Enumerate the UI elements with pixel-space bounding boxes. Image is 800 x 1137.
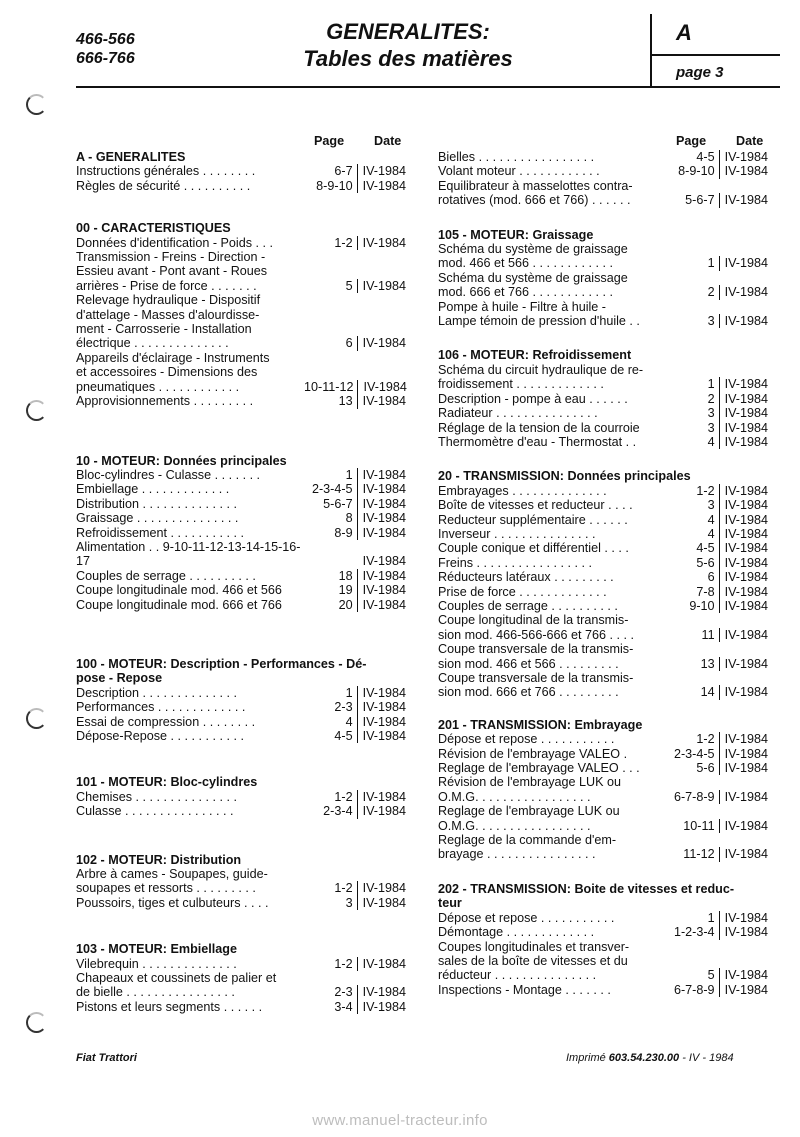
toc-entry — [76, 971, 406, 1000]
toc-entry-page: 1-2 — [666, 484, 720, 498]
toc-entry-label: Couples de serrage . . . . . . . . . . — [76, 568, 256, 583]
toc-entry-label: Boîte de vitesses et reducteur . . . . — [438, 498, 633, 513]
footer-print-info — [566, 1052, 734, 1064]
toc-entry — [438, 570, 768, 584]
toc-entry-page: 1 — [304, 468, 358, 482]
toc-entry-page: 8-9-10 — [304, 179, 358, 193]
toc-entry-label: Inverseur . . . . . . . . . . . . . . . — [438, 526, 596, 541]
toc-entry-page: 3 — [666, 406, 720, 420]
toc-entry-date: IV-1984 — [724, 732, 768, 747]
website-watermark: www.manuel-tracteur.info — [312, 1112, 488, 1129]
toc-entry — [76, 804, 406, 818]
column-header-date: Date — [374, 134, 402, 148]
title-line-2: Tables des matières — [303, 46, 513, 71]
toc-section-title: 106 - MOTEUR: Refroidissement — [438, 348, 632, 363]
toc-entry — [438, 642, 768, 671]
toc-entry-page: 6-7 — [304, 164, 358, 178]
title-line-1: GENERALITES: — [326, 19, 490, 44]
toc-entry-date: IV-1984 — [362, 568, 406, 583]
toc-entry-label: Coupe transversale de la transmis- sion mod. 666 et 766 . . . . . . . . . — [438, 671, 634, 700]
section-letter: A — [676, 20, 692, 45]
toc-entry — [76, 729, 406, 743]
toc-entry-date: IV-1984 — [724, 483, 768, 498]
toc-entry-label: Relevage hydraulique - Dispositif d'attelage - Masses d'alourdisse- ment - Carrosserie - Installation électrique . . . . . . . . . . . . . . — [76, 293, 261, 351]
page-number: page 3 — [676, 64, 724, 81]
column-header — [438, 134, 768, 150]
toc-section-title: 201 - TRANSMISSION: Embrayage — [438, 717, 643, 732]
toc-entry-date: IV-1984 — [724, 847, 768, 862]
toc-entry-date: IV-1984 — [362, 789, 406, 804]
toc-entry-page: 14 — [666, 685, 720, 699]
toc-entry-page: 2 — [666, 285, 720, 299]
toc-entry-page: 11-12 — [666, 847, 720, 861]
toc-entry-label: Instructions générales . . . . . . . . — [76, 164, 256, 179]
toc-section-title: 100 - MOTEUR: Description - Performances - Dé- pose - Repose — [76, 656, 367, 686]
toc-entry-date: IV-1984 — [362, 583, 406, 598]
toc-entry-date: IV-1984 — [362, 394, 406, 409]
toc-section — [76, 775, 406, 818]
toc-entry — [76, 896, 406, 910]
toc-entry-date: IV-1984 — [362, 729, 406, 743]
toc-entry-date: IV-1984 — [724, 789, 768, 804]
toc-entry — [438, 484, 768, 498]
toc-entry-page: 1-2 — [666, 732, 720, 746]
toc-section-title: 102 - MOTEUR: Distribution — [76, 852, 242, 867]
toc-entry-date: IV-1984 — [724, 598, 768, 613]
toc-entry-date: IV-1984 — [362, 881, 406, 896]
toc-entry-date: IV-1984 — [724, 391, 768, 406]
toc-section — [438, 718, 768, 862]
toc-entry-date: IV-1984 — [724, 968, 768, 983]
models-line-1: 466-566 — [76, 31, 135, 48]
toc-entry-date: IV-1984 — [724, 526, 768, 541]
toc-entry-label: Volant moteur . . . . . . . . . . . . — [438, 164, 600, 179]
toc-entry-date: IV-1984 — [724, 193, 768, 208]
toc-entry — [438, 271, 768, 300]
toc-entry-date: IV-1984 — [362, 999, 406, 1014]
toc-entry — [76, 250, 406, 293]
toc-entry-label: Réducteurs latéraux . . . . . . . . . — [438, 570, 614, 585]
toc-entry — [76, 526, 406, 540]
toc-section — [76, 150, 406, 193]
toc-entry-date: IV-1984 — [724, 420, 768, 435]
toc-entry-label: Dépose et repose . . . . . . . . . . . — [438, 732, 615, 747]
toc-entry-page: 2-3-4-5 — [666, 747, 720, 761]
toc-entry-label: Bloc-cylindres - Culasse . . . . . . . — [76, 467, 261, 482]
toc-entry-date: IV-1984 — [724, 910, 768, 925]
toc-entry-label: Couples de serrage . . . . . . . . . . — [438, 598, 618, 613]
toc-entry-label: Transmission - Freins - Direction - Essieu avant - Pont avant - Roues arrières - Prise de force . . . . . . . — [76, 250, 268, 293]
toc-entry-date: IV-1984 — [724, 314, 768, 329]
binder-hole-icon — [26, 708, 47, 729]
toc-entry — [76, 164, 406, 178]
toc-entry-page: 20 — [304, 598, 358, 612]
toc-entry-label: Essai de compression . . . . . . . . — [76, 714, 256, 729]
toc-entry-label: Description . . . . . . . . . . . . . . — [76, 685, 237, 700]
toc-entry-page: 3 — [304, 896, 358, 910]
toc-entry-label: Bielles . . . . . . . . . . . . . . . . . — [438, 150, 595, 164]
toc-entry — [76, 482, 406, 496]
toc-entry — [438, 300, 768, 329]
toc-entry — [76, 394, 406, 408]
toc-section — [76, 942, 406, 1014]
toc-entry-label: Schéma du système de graissage mod. 666 et 766 . . . . . . . . . . . . — [438, 270, 628, 300]
footer-print-prefix: Imprimé — [566, 1052, 609, 1064]
toc-entry-date: IV-1984 — [724, 406, 768, 421]
toc-entry-date: IV-1984 — [724, 541, 768, 556]
toc-section — [438, 348, 768, 449]
toc-entry — [76, 686, 406, 700]
toc-entry — [76, 468, 406, 482]
toc-entry-label: Coupes longitudinales et transver- sales de la boîte de vitesses et du réducteur . . . . . . . . . . . . . . . — [438, 939, 630, 983]
toc-entry — [76, 598, 406, 612]
toc-entry-page: 5-6 — [666, 556, 720, 570]
left-sections — [76, 150, 406, 1014]
toc-entry — [76, 236, 406, 250]
toc-entry — [76, 511, 406, 525]
toc-entry — [76, 540, 406, 569]
toc-section — [438, 228, 768, 329]
toc-entry-page: 9-10 — [666, 599, 720, 613]
toc-entry-date: IV-1984 — [724, 512, 768, 527]
toc-entry-page: 2-3 — [304, 985, 358, 999]
toc-entry-label: Pompe à huile - Filtre à huile - Lampe témoin de pression d'huile . . — [438, 299, 640, 329]
toc-entry — [438, 363, 768, 392]
toc-entry-label: Dépose-Repose . . . . . . . . . . . — [76, 729, 244, 743]
toc-entry-label: Inspections - Montage . . . . . . . — [438, 982, 611, 997]
toc-entry-page: 6-7-8-9 — [666, 983, 720, 997]
toc-entry-date: IV-1984 — [724, 164, 768, 179]
toc-entry-page: 13 — [304, 394, 358, 408]
toc-entry — [438, 527, 768, 541]
toc-entry-date: IV-1984 — [724, 746, 768, 761]
toc-entry — [76, 700, 406, 714]
column-header — [76, 134, 406, 150]
toc-entry-date: IV-1984 — [362, 700, 406, 715]
toc-entry-date: IV-1984 — [724, 656, 768, 671]
toc-entry-date: IV-1984 — [724, 555, 768, 570]
toc-entry-label: Distribution . . . . . . . . . . . . . . — [76, 496, 237, 511]
toc-entry-date: IV-1984 — [362, 336, 406, 351]
toc-entry-date: IV-1984 — [362, 597, 406, 612]
toc-entry-date: IV-1984 — [362, 164, 406, 179]
toc-right-column — [438, 134, 768, 997]
toc-entry — [76, 790, 406, 804]
toc-section — [76, 454, 406, 612]
toc-entry — [438, 498, 768, 512]
toc-entry-date: IV-1984 — [362, 554, 406, 569]
toc-entry-page: 1-2 — [304, 881, 358, 895]
toc-entry — [438, 747, 768, 761]
toc-entry-page: 4 — [666, 513, 720, 527]
toc-entry-date: IV-1984 — [724, 285, 768, 300]
toc-entry — [438, 392, 768, 406]
toc-entry-page: 1-2-3-4 — [666, 925, 720, 939]
toc-section-title: A - GENERALITES — [76, 150, 186, 164]
toc-entry — [76, 179, 406, 193]
toc-entry-label: Culasse . . . . . . . . . . . . . . . . — [76, 804, 234, 819]
toc-entry-page: 2-3-4 — [304, 804, 358, 818]
toc-entry-label: Coupe longitudinale mod. 666 et 766 — [76, 597, 282, 612]
toc-entry-page: 6 — [304, 336, 358, 350]
toc-entry-page: 2-3-4-5 — [304, 482, 358, 496]
toc-entry — [438, 925, 768, 939]
toc-entry-label: Reglage de l'embrayage LUK ou O.M.G. . . . . . . . . . . . . . . . . — [438, 804, 620, 833]
toc-entry-page: 19 — [304, 583, 358, 597]
toc-entry-date: IV-1984 — [362, 467, 406, 482]
toc-entry-page: 8-9-10 — [666, 164, 720, 178]
toc-entry — [438, 179, 768, 208]
toc-entry-page: 3 — [666, 421, 720, 435]
toc-entry-label: Schéma du système de graissage mod. 466 et 566 . . . . . . . . . . . . — [438, 242, 628, 271]
header-divider-vertical — [650, 14, 652, 88]
toc-entry-page: 1-2 — [304, 957, 358, 971]
toc-entry-page: 1 — [304, 686, 358, 700]
toc-entry-page: 3 — [666, 498, 720, 512]
toc-entry-page: 2-3 — [304, 700, 358, 714]
page-title — [258, 18, 558, 72]
toc-entry-label: Equilibrateur à masselottes contra- rotatives (mod. 666 et 766) . . . . . . — [438, 178, 633, 208]
toc-entry-label: Schéma du circuit hydraulique de re- froidissement . . . . . . . . . . . . . — [438, 362, 644, 392]
toc-entry-date: IV-1984 — [724, 434, 768, 449]
toc-entry-label: Reducteur supplémentaire . . . . . . — [438, 512, 628, 527]
toc-entry — [438, 911, 768, 925]
toc-entry-label: Prise de force . . . . . . . . . . . . . — [438, 584, 607, 599]
toc-entry-label: Appareils d'éclairage - Instruments et accessoires - Dimensions des pneumatiques . . . . . . . . . . . . — [76, 350, 270, 394]
toc-entry-page: 18 — [304, 569, 358, 583]
toc-entry-page: 6 — [666, 570, 720, 584]
toc-entry — [76, 583, 406, 597]
column-header-page: Page — [676, 134, 707, 148]
toc-entry-label: Poussoirs, tiges et culbuteurs . . . . — [76, 895, 269, 910]
header-divider-mid — [650, 54, 780, 56]
toc-entry — [438, 732, 768, 746]
toc-entry-label: Reglage de la commande d'em- brayage . . . . . . . . . . . . . . . . — [438, 833, 617, 862]
toc-entry — [76, 715, 406, 729]
toc-entry-page: 8 — [304, 511, 358, 525]
toc-entry-page: 6-7-8-9 — [666, 790, 720, 804]
toc-section — [76, 853, 406, 911]
toc-entry-label: Reglage de l'embrayage VALEO . . . — [438, 761, 640, 776]
footer-publisher: Fiat Trattori — [76, 1052, 137, 1064]
toc-entry-page: 11 — [666, 628, 720, 642]
toc-entry — [438, 406, 768, 420]
toc-entry-label: Coupe longitudinal de la transmis- sion mod. 466-566-666 et 766 . . . . — [438, 613, 635, 642]
toc-entry-label: Couple conique et différentiel . . . . — [438, 541, 629, 556]
column-header-date: Date — [736, 134, 764, 148]
model-numbers — [76, 30, 135, 68]
toc-entry — [438, 164, 768, 178]
toc-entry-date: IV-1984 — [362, 956, 406, 971]
toc-entry — [438, 242, 768, 271]
binder-hole-icon — [26, 94, 47, 115]
toc-entry-date: IV-1984 — [724, 818, 768, 833]
toc-entry-page: 4 — [304, 715, 358, 729]
toc-section-title: 20 - TRANSMISSION: Données principales — [438, 469, 691, 484]
toc-entry-label: Données d'identification - Poids . . . — [76, 235, 274, 250]
toc-section-title: 105 - MOTEUR: Graissage — [438, 227, 594, 242]
toc-entry-label: Alimentation . . 9-10-11-12-13-14-15-16-17 — [76, 539, 301, 569]
binder-hole-icon — [26, 1012, 47, 1033]
toc-entry-page: 5-6 — [666, 761, 720, 775]
toc-entry-page: 4-5 — [666, 150, 720, 164]
toc-entry-page: 1-2 — [304, 790, 358, 804]
toc-entry-label: Vilebrequin . . . . . . . . . . . . . . — [76, 956, 237, 971]
toc-entry-date: IV-1984 — [362, 525, 406, 540]
toc-entry-label: Arbre à cames - Soupapes, guide- soupapes et ressorts . . . . . . . . . — [76, 867, 268, 896]
toc-entry-date: IV-1984 — [724, 256, 768, 271]
toc-entry — [76, 351, 406, 394]
binder-hole-icon — [26, 400, 47, 421]
toc-entry-date: IV-1984 — [724, 377, 768, 392]
toc-entry-date: IV-1984 — [362, 685, 406, 700]
toc-entry-date: IV-1984 — [724, 685, 768, 700]
toc-entry — [76, 293, 406, 351]
toc-entry-page: 5 — [666, 968, 720, 982]
toc-entry — [438, 761, 768, 775]
toc-entry — [438, 421, 768, 435]
toc-entry-page: 1 — [666, 377, 720, 391]
toc-entry — [438, 541, 768, 555]
header-rule — [76, 86, 780, 88]
toc-section — [438, 150, 768, 208]
toc-entry-label: Révision de l'embrayage LUK ou O.M.G. . . . . . . . . . . . . . . . . — [438, 775, 622, 804]
toc-entry — [438, 804, 768, 833]
toc-entry-label: Radiateur . . . . . . . . . . . . . . . — [438, 406, 598, 421]
toc-entry-date: IV-1984 — [724, 627, 768, 642]
toc-section — [76, 657, 406, 743]
toc-entry-page: 1 — [666, 911, 720, 925]
toc-entry-date: IV-1984 — [724, 925, 768, 940]
toc-entry — [438, 556, 768, 570]
toc-entry-label: Description - pompe à eau . . . . . . — [438, 391, 628, 406]
toc-entry-date: IV-1984 — [362, 235, 406, 250]
toc-entry-page: 3-4 — [304, 1000, 358, 1014]
toc-entry-date: IV-1984 — [362, 714, 406, 729]
toc-entry-date: IV-1984 — [362, 895, 406, 910]
toc-entry-page: 4-5 — [304, 729, 358, 743]
right-sections — [438, 150, 768, 997]
toc-entry — [438, 585, 768, 599]
toc-section-title: 00 - CARACTERISTIQUES — [76, 221, 231, 236]
toc-entry — [76, 1000, 406, 1014]
toc-entry-date: IV-1984 — [362, 278, 406, 293]
toc-entry — [438, 150, 768, 164]
toc-entry-label: Freins . . . . . . . . . . . . . . . . . — [438, 555, 592, 570]
toc-entry-label: Thermomètre d'eau - Thermostat . . — [438, 434, 637, 449]
toc-entry — [438, 775, 768, 804]
toc-left-column — [76, 134, 406, 1014]
toc-entry-date: IV-1984 — [724, 570, 768, 585]
toc-entry-page: 2 — [666, 392, 720, 406]
toc-entry-date: IV-1984 — [724, 150, 768, 164]
toc-entry-date: IV-1984 — [724, 584, 768, 599]
toc-entry-page: 5-6-7 — [304, 497, 358, 511]
toc-entry-date: IV-1984 — [724, 498, 768, 513]
toc-entry-page: 4-5 — [666, 541, 720, 555]
toc-entry-date: IV-1984 — [362, 482, 406, 497]
toc-entry-date: IV-1984 — [362, 178, 406, 193]
toc-entry — [76, 569, 406, 583]
toc-entry — [438, 833, 768, 862]
toc-entry-label: Graissage . . . . . . . . . . . . . . . — [76, 511, 239, 526]
toc-entry-date: IV-1984 — [362, 804, 406, 819]
toc-entry — [438, 613, 768, 642]
toc-entry-date: IV-1984 — [362, 985, 406, 1000]
toc-entry-label: Refroidissement . . . . . . . . . . . — [76, 525, 244, 540]
toc-entry — [438, 671, 768, 700]
toc-entry — [438, 983, 768, 997]
toc-entry-label: Révision de l'embrayage VALEO . — [438, 746, 628, 761]
toc-entry-page: 5 — [304, 279, 358, 293]
toc-entry-page: 8-9 — [304, 526, 358, 540]
toc-entry-label: Réglage de la tension de la courroie — [438, 420, 640, 435]
toc-entry-date: IV-1984 — [362, 496, 406, 511]
toc-entry-page: 10-11 — [666, 819, 720, 833]
toc-entry — [438, 599, 768, 613]
toc-entry-label: Règles de sécurité . . . . . . . . . . — [76, 178, 251, 193]
toc-entry-label: Coupe transversale de la transmis- sion mod. 466 et 566 . . . . . . . . . — [438, 642, 634, 671]
toc-entry-page: 10-11-12 — [304, 380, 358, 394]
toc-entry-page: 7-8 — [666, 585, 720, 599]
toc-entry-page: 13 — [666, 657, 720, 671]
column-header-page: Page — [314, 134, 345, 148]
footer-print-code: 603.54.230.00 — [608, 1052, 680, 1064]
toc-entry-label: Performances . . . . . . . . . . . . . — [76, 700, 246, 715]
toc-entry — [76, 867, 406, 896]
toc-entry-page: 5-6-7 — [666, 193, 720, 207]
toc-entry-label: Démontage . . . . . . . . . . . . . — [438, 925, 595, 940]
toc-entry-label: Approvisionnements . . . . . . . . . — [76, 394, 254, 409]
toc-entry-label: Embiellage . . . . . . . . . . . . . — [76, 482, 230, 497]
toc-section-title: 101 - MOTEUR: Bloc-cylindres — [76, 775, 258, 790]
footer-print-suffix: - IV - 1984 — [679, 1052, 734, 1064]
models-line-2: 666-766 — [76, 50, 135, 67]
toc-entry-date: IV-1984 — [363, 379, 407, 394]
toc-entry-label: Chapeaux et coussinets de palier et de bielle . . . . . . . . . . . . . . . . — [76, 971, 277, 1000]
toc-entry-date: IV-1984 — [724, 982, 768, 997]
toc-section — [438, 469, 768, 700]
toc-entry-page: 4 — [666, 527, 720, 541]
toc-section-title: 10 - MOTEUR: Données principales — [76, 453, 287, 468]
toc-entry-page: 1 — [666, 256, 720, 270]
toc-entry-page: 1-2 — [304, 236, 358, 250]
toc-entry-page: 4 — [666, 435, 720, 449]
toc-entry-label: Chemises . . . . . . . . . . . . . . . — [76, 789, 237, 804]
toc-section — [76, 221, 406, 408]
toc-entry — [438, 513, 768, 527]
toc-entry-page: 3 — [666, 314, 720, 328]
toc-entry-date: IV-1984 — [724, 761, 768, 776]
toc-entry-label: Coupe longitudinale mod. 466 et 566 — [76, 583, 282, 598]
toc-section-title: 103 - MOTEUR: Embiellage — [76, 942, 237, 957]
toc-entry-label: Pistons et leurs segments . . . . . . — [76, 999, 263, 1014]
toc-entry — [76, 497, 406, 511]
toc-entry — [76, 957, 406, 971]
toc-entry — [438, 940, 768, 983]
toc-entry-label: Dépose et repose . . . . . . . . . . . — [438, 910, 615, 925]
toc-section — [438, 882, 768, 997]
toc-entry — [438, 435, 768, 449]
toc-entry-label: Embrayages . . . . . . . . . . . . . . — [438, 483, 607, 498]
toc-section-title: 202 - TRANSMISSION: Boite de vitesses et reduc- teur — [438, 881, 735, 911]
toc-entry-date: IV-1984 — [362, 511, 406, 526]
